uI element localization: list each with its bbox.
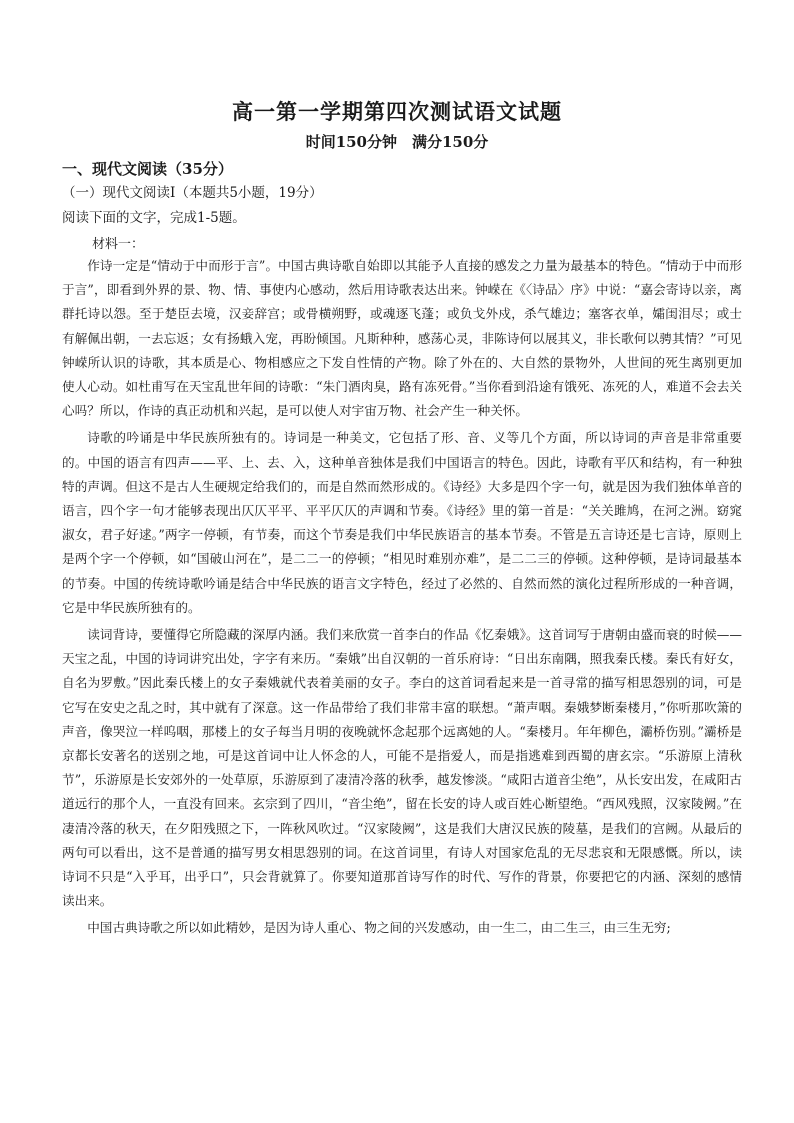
exam-title: 高一第一学期第四次测试语文试题 <box>232 99 562 124</box>
subsection-heading: （一）现代文阅读Ⅰ（本题共5小题，19分） <box>62 185 323 201</box>
passage-body <box>62 254 742 944</box>
material-label: 材料一： <box>92 237 145 252</box>
passage-paragraph: 读词背诗，要懂得它所隐藏的深厚内涵。我们来欣赏一首李白的作品《忆秦娥》。这首词写于唐朝由盛而衰的时候——天宝之乱，中国的诗词讲究出处，字字有来历。“秦娥”出自汉朝的一首乐府诗：“日出东南隅，照我秦氏楼。秦氏有好女，自名为罗敷。”因此秦氏楼上的女子秦娥就代表着美丽的女子。李白的这首词看起来是一首寻常的描写相思怨别的词，可是它写在安史之乱之时，其中就有了深意。这一作品带给了我们非常丰富的联想。“萧声咽。秦娥梦断秦楼月，”你听那吹箫的声音，像哭泣一样呜咽，那楼上的女子每当月明的夜晚就怀念起那个远离她的人。“秦楼月。年年柳色，灞桥伤别。”灞桥是京都长安著名的送别之地，可是这首词中让人怀念的人，可能不是指爱人，而是指逃难到西蜀的唐玄宗。“乐游原上清秋节”，乐游原是长安郊外的一处草原，乐游原到了凄清冷落的秋季，越发惨淡。“咸阳古道音尘绝”，从长安出发，在咸阳古道远行的那个人，一直没有回来。玄宗到了四川，“音尘绝”，留在长安的诗人或百姓心断望绝。“西风残照，汉家陵阙。”在凄清冷落的秋天，在夕阳残照之下，一阵秋风吹过。“汉家陵阙”，这是我们大唐汉民族的陵墓，是我们的宫阙。从最后的两句可以看出，这不是普通的描写男女相思怨别的词。在这首词里，有诗人对国家危乱的无尽悲哀和无限感慨。所以，读诗词不只是“入乎耳，出乎口”，只会背就算了。你要知道那首诗写作的时代、写作的背景，你要把它的内涵、深刻的感情读出来。 <box>62 627 742 909</box>
section-heading: 一、现代文阅读（35分） <box>62 160 233 178</box>
passage-paragraph: 诗歌的吟诵是中华民族所独有的。诗词是一种美文，它包括了形、音、义等几个方面，所以诗词的声音是非常重要的。中国的语言有四声——平、上、去、入，这种单音独体是我们中国语言的特色。因此，诗歌有平仄和结构，有一种独特的声调。但这不是古人生硬规定给我们的，而是自然而然形成的。《诗经》大多是四个字一句，就是因为我们独体单音的语言，四个字一句才能够表现出仄仄平平、平平仄仄的声调和节奏。《诗经》里的第一首是：“关关雎鸠，在河之洲。窈窕淑女，君子好逑。”两字一停顿，有节奏，而这个节奏是我们中华民族语言的基本节奏。不管是五言诗还是七言诗，原则上是两个字一个停顿，如“国破山河在”，是二二一的停顿；“相见时难别亦难”，是二二三的停顿。这种停顿，是诗词最基本的节奏。中国的传统诗歌吟诵是结合中华民族的语言文字特色，经过了必然的、自然而然的演化过程所形成的一种音调，它是中华民族所独有的。 <box>62 430 742 615</box>
passage-paragraph: 作诗一定是“情动于中而形于言”。中国古典诗歌自始即以其能予人直接的感发之力量为最基本的特色。“情动于中而形于言”，即看到外界的景、物、情、事使内心感动，然后用诗歌表达出来。钟嵘在《〈诗品〉序》中说：“嘉会寄诗以亲，离群托诗以怨。至于楚臣去境，汉妾辞宫；或骨横朔野，或魂逐飞蓬；或负戈外戍，杀气雄边；塞客衣单，孀闺泪尽；或士有解佩出朝，一去忘返；女有扬蛾入宠，再盼倾国。凡斯种种，感荡心灵，非陈诗何以展其义，非长歌何以骋其情？”可见钟嵘所认识的诗歌，其本质是心、物相感应之下发自性情的产物。除了外在的、大自然的景物外，人世间的死生离别更加使人心动。如杜甫写在天宝乱世年间的诗歌：“朱门酒肉臭，路有冻死骨。”当你看到沿途有饿死、冻死的人，难道不会去关心吗？所以，作诗的真正动机和兴起，是可以使人对宇宙万物、社会产生一种关怀。 <box>62 258 742 419</box>
exam-time-score: 时间150分钟 满分150分 <box>305 133 489 151</box>
reading-instruction: 阅读下面的文字，完成1-5题。 <box>62 210 246 226</box>
passage-paragraph: 中国古典诗歌之所以如此精妙，是因为诗人重心、物之间的兴发感动，由一生二，由二生三，由三生无穷; <box>87 920 671 936</box>
